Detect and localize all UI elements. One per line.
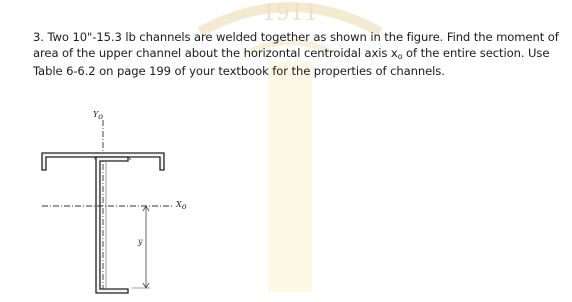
y-axis-label: Yo [93, 110, 104, 121]
problem-text-part2: of the entire section. Use Table 6-6.2 on page 199 of your textbook for the properties of channels. [33, 45, 550, 78]
problem-text-subscript: o [397, 51, 403, 61]
centroid-distance-label: y [138, 237, 143, 246]
problem-text-part1: 3. Two 10"-15.3 lb channels are welded together as shown in the figure. Find the moment of area of the upper channel about the horizontal centroidal axis x [33, 30, 559, 60]
problem-statement [33, 30, 563, 80]
channel-section-figure [28, 108, 218, 298]
seal-year: 1911 [262, 1, 318, 26]
lower-channel [96, 157, 128, 293]
x-axis-label: Xo [176, 200, 187, 211]
